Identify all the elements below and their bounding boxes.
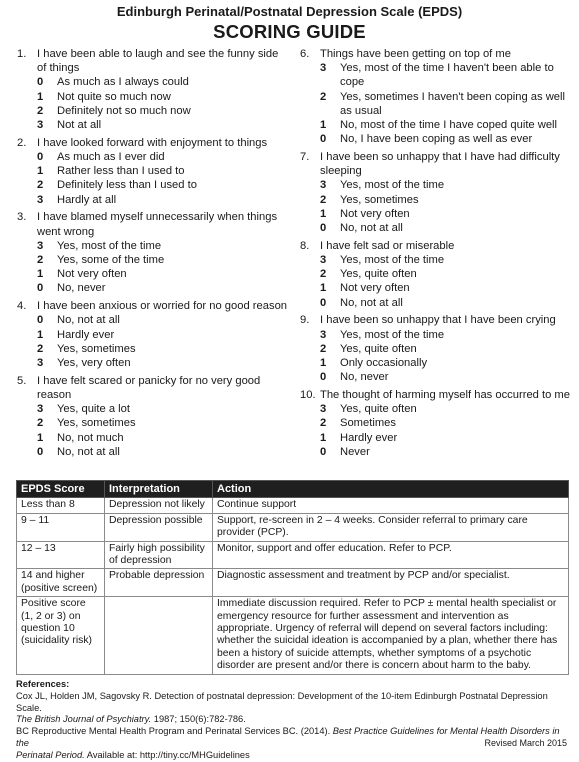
answer-text: Hardly ever <box>340 431 398 444</box>
answer-score: 3 <box>320 179 327 192</box>
answer-score: 1 <box>37 90 44 103</box>
question-number: 1. <box>17 48 27 60</box>
answer-score: 3 <box>320 328 327 341</box>
header-action: Action <box>213 481 569 498</box>
question-header <box>17 210 289 238</box>
answer-score: 1 <box>37 431 44 444</box>
answer-text: Not very often <box>340 282 410 295</box>
answer-text: Not at all <box>57 119 102 132</box>
answer-text: Never <box>340 445 370 458</box>
action-cell: Immediate discussion required. Refer to PCP ± mental health specialist or emergency resource for further assessment and intervention as appropriate. Urgency of referral will depend on several factors including: whether the suicidal ideation is accompanied by a plan, whether there has been a history of suicide attempts, whether symptoms of a psychotic disorder are present and/or there is concern about harm to the baby. <box>213 597 569 674</box>
document-title: Edinburgh Perinatal/Postnatal Depression Scale (EPDS) <box>116 4 463 19</box>
questions-right-column <box>300 47 570 463</box>
reference-2-tail: Available at: http://tiny.cc/MHGuidelines <box>84 749 250 760</box>
score-cell: Less than 8 <box>17 498 105 513</box>
answer-option <box>17 178 289 192</box>
answer-option <box>300 281 570 295</box>
answer-text: Yes, quite often <box>340 342 417 355</box>
interpretation-cell: Probable depression <box>105 569 213 597</box>
header-epds-score: EPDS Score <box>17 481 105 498</box>
answer-score: 1 <box>37 165 44 178</box>
answer-option <box>17 104 289 118</box>
answer-option <box>17 313 289 327</box>
reference-2-title-b: Perinatal Period. <box>16 749 85 760</box>
interpretation-cell <box>105 597 213 674</box>
question-item <box>17 299 289 370</box>
references <box>16 679 571 762</box>
answer-option <box>17 90 289 104</box>
answer-text: Yes, sometimes I haven't been coping as well as usual <box>340 90 565 117</box>
question-number: 6. <box>300 48 310 60</box>
answer-option <box>300 431 570 445</box>
question-item <box>17 47 289 132</box>
answer-text: No, most of the time I have coped quite well <box>340 119 558 132</box>
question-number: 3. <box>17 211 27 224</box>
score-cell: 12 – 13 <box>17 541 105 569</box>
answer-score: 1 <box>37 268 44 281</box>
score-cell: Positive score (1, 2 or 3) on question 10 (suicidality risk) <box>17 597 105 674</box>
answer-score: 1 <box>320 119 327 132</box>
question-item <box>300 239 570 310</box>
answer-option <box>17 75 289 89</box>
answer-text: Yes, most of the time <box>340 179 445 192</box>
answer-text: No, not much <box>57 431 124 444</box>
table-row <box>17 498 569 513</box>
question-header <box>300 313 570 327</box>
question-text: I have looked forward with enjoyment to things <box>37 136 268 149</box>
answer-option <box>17 416 289 430</box>
reference-1-main: Cox JL, Holden JM, Sagovsky R. Detection of postnatal depression: Development of the 10-item Edinburgh Postnatal Depression Scale. <box>16 690 548 713</box>
answer-text: Yes, sometimes <box>340 193 419 206</box>
reference-2-main: BC Reproductive Mental Health Program and Perinatal Services BC. (2014). <box>16 726 333 737</box>
answer-text: Yes, quite often <box>340 403 417 416</box>
question-text: I have felt sad or miserable <box>320 239 455 252</box>
answer-text: Yes, quite a lot <box>57 403 130 416</box>
answer-option <box>17 402 289 416</box>
answer-text: Hardly ever <box>57 328 115 341</box>
answer-option <box>300 342 570 356</box>
answer-text: Definitely not so much now <box>57 104 191 117</box>
answer-score: 0 <box>37 151 44 164</box>
answer-text: Yes, sometimes <box>57 342 136 355</box>
question-text: I have been able to laugh and see the funny side of things <box>37 48 279 75</box>
answer-option <box>17 342 289 356</box>
answer-option <box>17 253 289 267</box>
action-cell: Monitor, support and offer education. Refer to PCP. <box>213 541 569 569</box>
answer-option <box>17 164 289 178</box>
answer-score: 1 <box>320 431 327 444</box>
question-item <box>300 313 570 384</box>
action-cell: Support, re-screen in 2 – 4 weeks. Consider referral to primary care provider (PCP). <box>213 513 569 541</box>
answer-option <box>300 207 570 221</box>
answer-option <box>300 221 570 235</box>
answer-option <box>300 416 570 430</box>
answer-text: Rather less than I used to <box>57 165 185 178</box>
answer-score: 3 <box>37 239 44 252</box>
answer-option <box>300 296 570 310</box>
answer-text: No, not at all <box>340 222 403 235</box>
revised-date: Revised March 2015 <box>484 738 567 748</box>
answer-score: 0 <box>37 445 44 458</box>
reference-1-journal: The British Journal of Psychiatry. <box>16 714 152 725</box>
answer-score: 0 <box>320 222 327 235</box>
question-text: I have felt scared or panicky for no very good reason <box>37 374 261 402</box>
answer-text: Yes, most of the time I haven't been able to cope <box>340 62 554 89</box>
question-item <box>300 388 570 459</box>
answer-score: 2 <box>320 268 327 281</box>
answer-option <box>300 445 570 459</box>
question-header <box>300 47 570 61</box>
answer-text: Yes, very often <box>57 357 131 370</box>
question-header <box>300 150 570 178</box>
answer-text: Only occasionally <box>340 357 428 370</box>
score-cell: 14 and higher (positive screen) <box>17 569 105 597</box>
answer-option <box>300 267 570 281</box>
question-header <box>17 47 289 75</box>
answer-score: 2 <box>320 342 327 355</box>
question-number: 2. <box>17 136 27 149</box>
answer-option <box>300 193 570 207</box>
answer-text: No, never <box>340 371 389 384</box>
answer-score: 0 <box>320 371 327 384</box>
answer-text: Yes, most of the time <box>340 328 445 341</box>
answer-text: No, not at all <box>340 296 403 309</box>
answer-text: Not very often <box>340 207 410 220</box>
answer-score: 0 <box>320 296 327 309</box>
answer-score: 0 <box>320 133 327 146</box>
references-title: References: <box>16 679 70 689</box>
answer-score: 3 <box>37 403 44 416</box>
answer-text: No, not at all <box>57 445 120 458</box>
question-number: 10. <box>300 389 316 402</box>
question-header <box>300 388 570 402</box>
question-number: 9. <box>300 314 310 327</box>
answer-option <box>300 61 570 89</box>
answer-text: Yes, quite often <box>340 268 417 281</box>
answer-score: 1 <box>320 207 327 220</box>
question-item <box>17 136 289 207</box>
answer-score: 2 <box>37 179 44 192</box>
answer-option <box>17 445 289 459</box>
question-number: 8. <box>300 239 310 252</box>
answer-score: 3 <box>37 119 44 132</box>
question-item <box>17 210 289 295</box>
answer-score: 3 <box>320 62 327 75</box>
scoring-table <box>16 480 569 675</box>
question-header <box>300 239 570 253</box>
answer-option <box>17 267 289 281</box>
answer-text: Not very often <box>57 268 127 281</box>
question-number: 5. <box>17 374 27 387</box>
answer-option <box>300 356 570 370</box>
answer-option <box>300 118 570 132</box>
answer-score: 2 <box>37 104 44 117</box>
question-item <box>300 150 570 235</box>
answer-score: 0 <box>37 76 44 89</box>
answer-score: 0 <box>37 282 44 295</box>
answer-option <box>300 370 570 384</box>
answer-option <box>17 281 289 295</box>
reference-1 <box>16 691 571 726</box>
answer-text: Yes, most of the time <box>340 254 445 267</box>
answer-option <box>300 178 570 192</box>
question-text: I have been so unhappy that I have had difficulty sleeping <box>320 151 560 178</box>
answer-text: As much as I always could <box>57 76 189 89</box>
question-header <box>17 374 289 402</box>
answer-text: As much as I ever did <box>57 151 165 164</box>
answer-score: 3 <box>320 403 327 416</box>
question-header <box>17 136 289 150</box>
answer-option <box>17 118 289 132</box>
question-item <box>17 374 289 459</box>
answer-text: No, not at all <box>57 314 120 327</box>
table-row <box>17 541 569 569</box>
question-item <box>300 47 570 146</box>
table-row <box>17 597 569 674</box>
question-text: Things have been getting on top of me <box>320 48 511 60</box>
document-subtitle: SCORING GUIDE <box>213 21 366 42</box>
score-cell: 9 – 11 <box>17 513 105 541</box>
questions-left-column <box>17 47 289 463</box>
table-row <box>17 569 569 597</box>
answer-text: No, I have been coping as well as ever <box>340 133 533 146</box>
answer-option <box>17 356 289 370</box>
answer-text: No, never <box>57 282 106 295</box>
question-text: The thought of harming myself has occurred to me <box>320 389 570 402</box>
question-number: 7. <box>300 151 310 164</box>
answer-score: 2 <box>320 193 327 206</box>
answer-option <box>300 328 570 342</box>
answer-text: Yes, sometimes <box>57 417 136 430</box>
answer-score: 2 <box>37 254 44 267</box>
question-text: I have been so unhappy that I have been crying <box>320 314 556 327</box>
answer-option <box>17 239 289 253</box>
answer-option <box>300 253 570 267</box>
answer-option <box>17 328 289 342</box>
answer-score: 2 <box>320 417 327 430</box>
interpretation-cell: Fairly high possibility of depression <box>105 541 213 569</box>
reference-2-title-a: Best Practice Guidelines for Mental Health Disorders in the <box>16 726 560 748</box>
header-interpretation: Interpretation <box>105 481 213 498</box>
question-header <box>17 299 289 313</box>
answer-text: Sometimes <box>340 417 396 430</box>
answer-score: 1 <box>320 357 327 370</box>
question-number: 4. <box>17 300 27 313</box>
action-cell: Diagnostic assessment and treatment by PCP and/or specialist. <box>213 569 569 597</box>
answer-text: Definitely less than I used to <box>57 179 197 192</box>
action-cell: Continue support <box>213 498 569 513</box>
answer-option <box>300 402 570 416</box>
answer-option <box>17 431 289 445</box>
answer-option <box>300 90 570 118</box>
answer-option <box>17 150 289 164</box>
answer-score: 3 <box>320 254 327 267</box>
answer-score: 1 <box>320 282 327 295</box>
answer-text: Yes, some of the time <box>57 254 165 267</box>
answer-text: Hardly at all <box>57 193 117 206</box>
answer-score: 2 <box>37 342 44 355</box>
interpretation-cell: Depression possible <box>105 513 213 541</box>
question-text: I have been anxious or worried for no good reason <box>37 300 288 313</box>
answer-score: 2 <box>37 417 44 430</box>
answer-option <box>17 193 289 207</box>
interpretation-cell: Depression not likely <box>105 498 213 513</box>
reference-1-tail: 1987; 150(6):782-786. <box>151 714 246 725</box>
answer-score: 0 <box>320 445 327 458</box>
answer-score: 2 <box>320 90 327 103</box>
answer-score: 0 <box>37 314 44 327</box>
answer-score: 3 <box>37 357 44 370</box>
answer-score: 1 <box>37 328 44 341</box>
question-text: I have blamed myself unnecessarily when things went wrong <box>37 211 278 238</box>
answer-option <box>300 132 570 146</box>
table-row <box>17 513 569 541</box>
answer-score: 3 <box>37 193 44 206</box>
scoring-table-header <box>17 481 569 498</box>
answer-text: Not quite so much now <box>57 90 171 103</box>
answer-text: Yes, most of the time <box>57 239 162 252</box>
